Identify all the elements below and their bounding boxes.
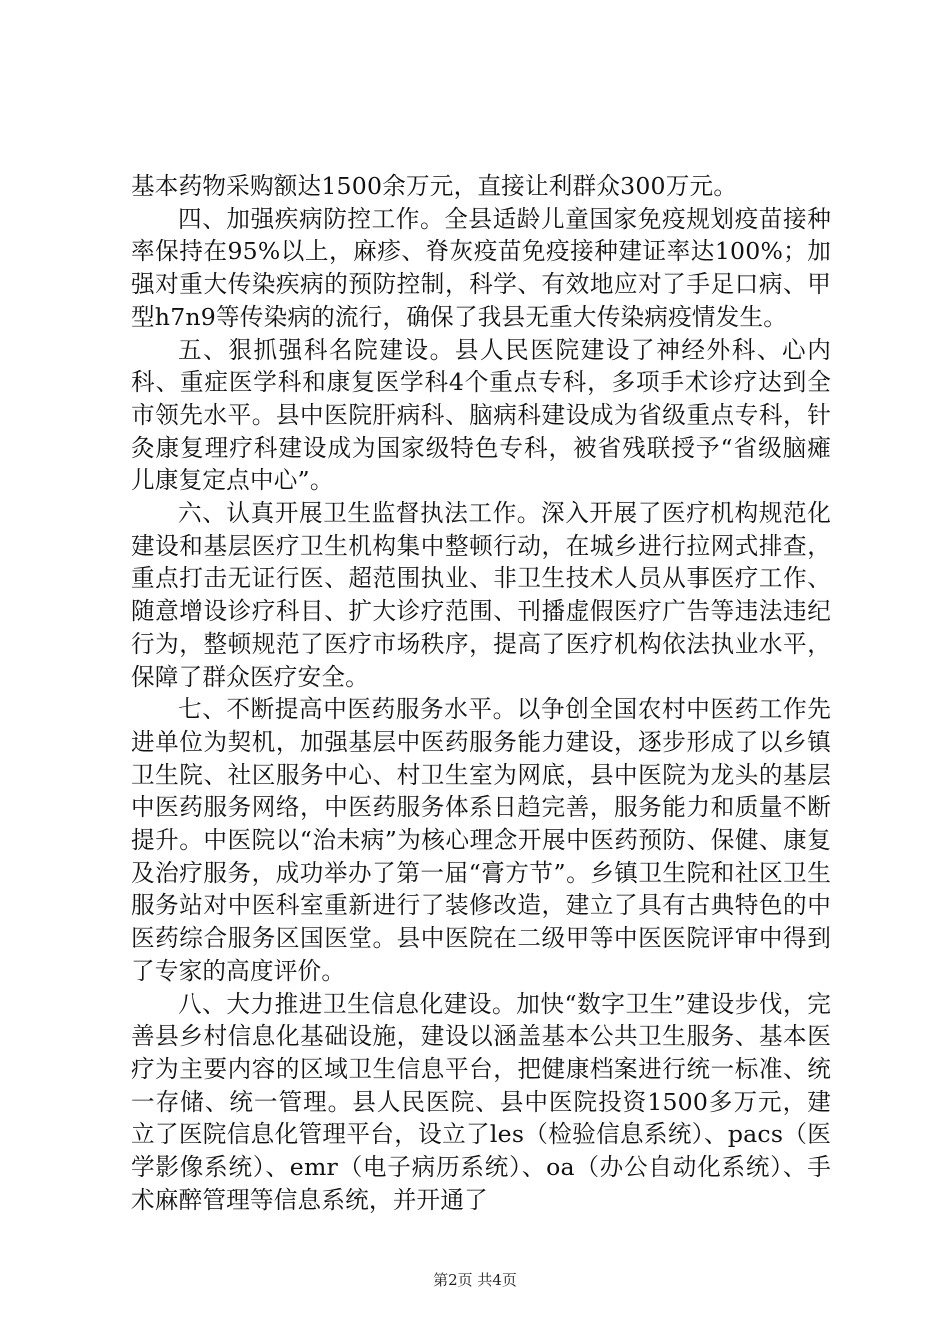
paragraph-disease-control: 四、加强疾病防控工作。全县适龄儿童国家免疫规划疫苗接种率保持在95%以上，麻疹、脊灰疫苗免疫接种建证率达100%；加强对重大传染疾病的预防控制，科学、有效地应对了手足口病、甲型h7n9等传染病的流行，确保了我县无重大传染病疫情发生。 xyxy=(131,204,831,331)
paragraph-continuation: 基本药物采购额达1500余万元，直接让利群众300万元。 xyxy=(131,172,738,200)
paragraph-health-supervision: 六、认真开展卫生监督执法工作。深入开展了医疗机构规范化建设和基层医疗卫生机构集中整顿行动，在城乡进行拉网式排查，重点打击无证行医、超范围执业、非卫生技术人员从事医疗工作、随意增设诊疗科目、扩大诊疗范围、刊播虚假医疗广告等违法违纪行为，整顿规范了医疗市场秩序，提高了医疗机构依法执业水平，保障了群众医疗安全。 xyxy=(131,499,831,691)
paragraph-hospital-construction: 五、狠抓强科名院建设。县人民医院建设了神经外科、心内科、重症医学科和康复医学科4个重点专科，多项手术诊疗达到全市领先水平。县中医院肝病科、脑病科建设成为省级重点专科，针灸康复理疗科建设成为国家级特色专科，被省残联授予“省级脑瘫儿康复定点中心”。 xyxy=(131,335,831,495)
paragraph-tcm-services: 七、不断提高中医药服务水平。以争创全国农村中医药工作先进单位为契机，加强基层中医药服务能力建设，逐步形成了以乡镇卫生院、社区服务中心、村卫生室为网底，县中医院为龙头的基层中医药服务网络，中医药服务体系日趋完善，服务能力和质量不断提升。中医院以“治未病”为核心理念开展中医药预防、保健、康复及治疗服务，成功举办了第一届“膏方节”。乡镇卫生院和社区卫生服务站对中医科室重新进行了装修改造，建立了具有古典特色的中医药综合服务区国医堂。县中医院在二级甲等中医医院评审中得到了专家的高度评价。 xyxy=(131,695,831,985)
document-body xyxy=(131,170,831,1217)
page-number-footer: 第2页 共4页 xyxy=(433,1271,517,1289)
paragraph-health-informatization: 八、大力推进卫生信息化建设。加快“数字卫生”建设步伐，完善县乡村信息化基础设施，建设以涵盖基本公共卫生服务、基本医疗为主要内容的区域卫生信息平台，把健康档案进行统一标准、统一存储、统一管理。县人民医院、县中医院投资1500多万元，建立了医院信息化管理平台，设立了les（检验信息系统）、pacs（医学影像系统）、emr（电子病历系统）、oa（办公自动化系统）、手术麻醉管理等信息系统，并开通了 xyxy=(131,989,831,1214)
